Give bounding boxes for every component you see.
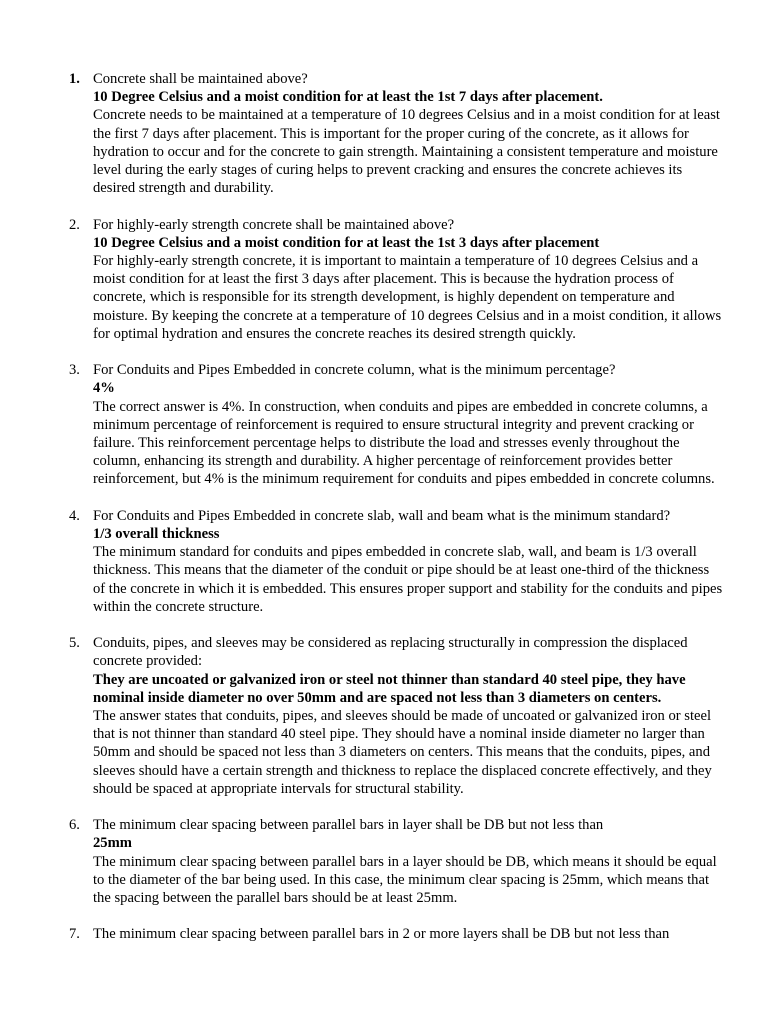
- question-text: The minimum clear spacing between parallel bars in 2 or more layers shall be DB but not less than: [93, 926, 670, 943]
- question-item-5: [67, 634, 723, 798]
- question-number: 5.: [69, 635, 80, 652]
- question-text: Conduits, pipes, and sleeves may be considered as replacing structurally in compression the displaced concrete provided:: [93, 635, 688, 670]
- question-text: For Conduits and Pipes Embedded in concrete slab, wall and beam what is the minimum standard?: [93, 507, 671, 524]
- question-list: [67, 70, 723, 962]
- answer-text: 25mm: [93, 835, 132, 852]
- explanation-text: The minimum standard for conduits and pipes embedded in concrete slab, wall, and beam is 1/3 overall thickness. This means that the diameter of the conduit or pipe should be at least one-third of the thickness of the concrete in which it is embedded. This ensures proper support and stability for the conduits and pipes within the concrete structure.: [93, 544, 723, 615]
- question-number: 7.: [69, 926, 80, 943]
- question-number: 6.: [69, 817, 80, 834]
- question-number: 1.: [69, 71, 80, 87]
- answer-text: 1/3 overall thickness: [93, 526, 220, 543]
- question-number: 3.: [69, 362, 80, 379]
- question-text: The minimum clear spacing between parallel bars in layer shall be DB but not less than: [93, 817, 604, 834]
- answer-text: 10 Degree Celsius and a moist condition for at least the 1st 3 days after placement: [93, 234, 600, 251]
- explanation-text: The answer states that conduits, pipes, and sleeves should be made of uncoated or galvanized iron or steel that is not thinner than standard 40 steel pipe. They should have a nominal inside diameter no larger than 50mm and should be spaced not less than 3 diameters on centers. This means that the conduits, pipes, and sleeves should have a certain strength and thickness to replace the displaced concrete effectively, and they should be spaced at appropriate intervals for structural stability.: [93, 708, 712, 797]
- question-text: For Conduits and Pipes Embedded in concrete column, what is the minimum percentage?: [93, 362, 616, 379]
- question-item-6: [67, 816, 723, 907]
- answer-text: 10 Degree Celsius and a moist condition for at least the 1st 7 days after placement.: [93, 89, 603, 106]
- explanation-text: The correct answer is 4%. In construction, when conduits and pipes are embedded in concrete columns, a minimum percentage of reinforcement is required to ensure structural integrity and prevent cracking or failure. This reinforcement percentage helps to distribute the load and stresses evenly throughout the column, enhancing its strength and durability. A higher percentage of reinforcement provides better reinforcement, but 4% is the minimum requirement for conduits and pipes embedded in concrete columns.: [93, 398, 715, 488]
- explanation-text: For highly-early strength concrete, it is important to maintain a temperature of 10 degrees Celsius and a moist condition for at least the first 3 days after placement. This is because the hydration process of concrete, which is responsible for its strength development, is highly dependent on temperature and moisture. By keeping the concrete at a temperature of 10 degrees Celsius and in a moist condition, it allows for optimal hydration and ensures the concrete reaches its desired strength quickly.: [93, 253, 722, 342]
- question-text: For highly-early strength concrete shall be maintained above?: [93, 216, 455, 233]
- question-item-2: [67, 216, 723, 343]
- question-number: 2.: [69, 216, 80, 233]
- explanation-text: The minimum clear spacing between parallel bars in a layer should be DB, which means it should be equal to the diameter of the bar being used. In this case, the minimum clear spacing is 25mm, which means that the spacing between the parallel bars should be at least 25mm.: [93, 853, 717, 907]
- question-number: 4.: [69, 507, 80, 524]
- answer-text: 4%: [93, 380, 115, 397]
- question-item-3: [67, 361, 723, 488]
- question-item-4: [67, 507, 723, 616]
- explanation-text: Concrete needs to be maintained at a temperature of 10 degrees Celsius and in a moist condition for at least the first 7 days after placement. This is important for the proper curing of the concrete, as it allows for hydration to occur and for the concrete to gain strength. Maintaining a consistent temperature and moisture level during the early stages of curing helps to prevent cracking and ensures the concrete achieves its desired strength and durability.: [93, 107, 720, 197]
- question-item-1: [67, 70, 723, 197]
- answer-text: They are uncoated or galvanized iron or steel not thinner than standard 40 steel pipe, they have nominal inside diameter no over 50mm and are spaced not less than 3 diameters on centers.: [93, 671, 686, 706]
- question-item-7: [67, 925, 723, 943]
- question-text: Concrete shall be maintained above?: [93, 71, 308, 87]
